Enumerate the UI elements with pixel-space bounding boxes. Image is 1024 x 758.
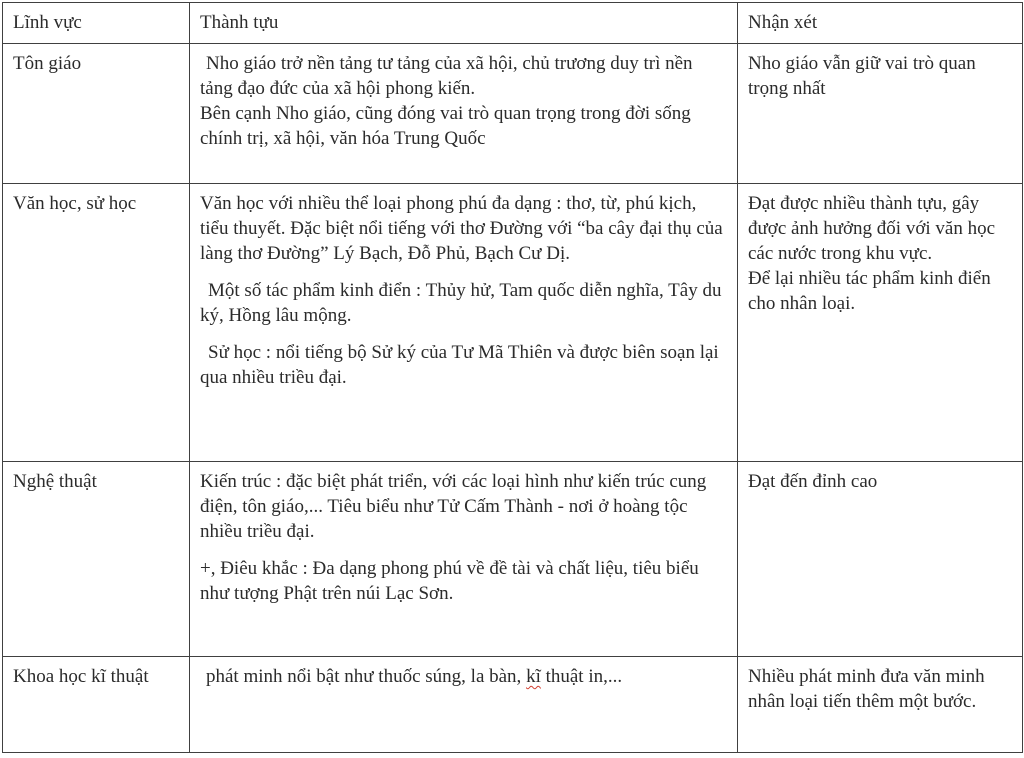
- table-row-literature-history: [3, 184, 1023, 462]
- field-label: Nghệ thuật: [13, 471, 97, 492]
- paragraph: [200, 664, 729, 689]
- text-segment: phát minh nổi bật như thuốc súng, la bàn,: [206, 666, 527, 687]
- paragraph: Đạt đến đỉnh cao: [748, 471, 878, 492]
- field-cell: [3, 657, 190, 753]
- table-row-science-technology: [3, 657, 1023, 753]
- column-header-field: Lĩnh vực: [3, 3, 190, 44]
- field-cell: [3, 462, 190, 657]
- field-label: Tôn giáo: [13, 53, 82, 74]
- achievements-cell: [190, 44, 738, 184]
- paragraph: Để lại nhiều tác phẩm kinh điển cho nhân loại.: [748, 268, 991, 314]
- achievements-cell: [190, 184, 738, 462]
- paragraph: Văn học với nhiều thể loại phong phú đa dạng : thơ, từ, phú kịch, tiểu thuyết. Đặc biệt nổi tiếng với thơ Đường với “ba cây đại thụ của làng thơ Đường” Lý Bạch, Đỗ Phủ, Bạch Cư Dị.: [200, 193, 723, 264]
- text-segment: thuật in,...: [540, 666, 623, 687]
- paragraph: Bên cạnh Nho giáo, cũng đóng vai trò quan trọng trong đời sống chính trị, xã hội, văn hóa Trung Quốc: [200, 103, 691, 149]
- paragraph: Đạt được nhiều thành tựu, gây được ảnh hưởng đối với văn học các nước trong khu vực.: [748, 193, 996, 264]
- table-row-religion: [3, 44, 1023, 184]
- paragraph: Nho giáo vẫn giữ vai trò quan trọng nhất: [748, 53, 976, 99]
- misspelled-word: kĩ: [526, 666, 541, 687]
- column-header-remarks: Nhận xét: [738, 3, 1023, 44]
- achievements-cell: [190, 657, 738, 753]
- field-label: Khoa học kĩ thuật: [13, 666, 149, 687]
- paragraph: Nhiều phát minh đưa văn minh nhân loại tiến thêm một bước.: [748, 666, 985, 712]
- field-label: Văn học, sử học: [13, 193, 137, 214]
- achievements-table: [2, 2, 1023, 753]
- paragraph: Một số tác phẩm kinh điển : Thủy hử, Tam quốc diễn nghĩa, Tây du ký, Hồng lâu mộng.: [200, 280, 722, 326]
- remarks-cell: [738, 657, 1023, 753]
- field-cell: [3, 44, 190, 184]
- header-row: [3, 3, 1023, 44]
- remarks-cell: [738, 184, 1023, 462]
- paragraph: Nho giáo trở nền tảng tư tảng của xã hội, chủ trương duy trì nền tảng đạo đức của xã hội phong kiến.: [200, 53, 693, 99]
- table-row-art: [3, 462, 1023, 657]
- remarks-cell: [738, 44, 1023, 184]
- paragraph: Sử học : nổi tiếng bộ Sử ký của Tư Mã Thiên và được biên soạn lại qua nhiều triều đại.: [200, 342, 719, 388]
- remarks-cell: [738, 462, 1023, 657]
- paragraph: +, Điêu khắc : Đa dạng phong phú về đề tài và chất liệu, tiêu biểu như tượng Phật trên núi Lạc Sơn.: [200, 558, 699, 604]
- achievements-cell: [190, 462, 738, 657]
- column-header-achievements: Thành tựu: [190, 3, 738, 44]
- field-cell: [3, 184, 190, 462]
- paragraph: Kiến trúc : đặc biệt phát triển, với các loại hình như kiến trúc cung điện, tôn giáo,... Tiêu biểu như Tử Cấm Thành - nơi ở hoàng tộc nhiều triều đại.: [200, 471, 707, 542]
